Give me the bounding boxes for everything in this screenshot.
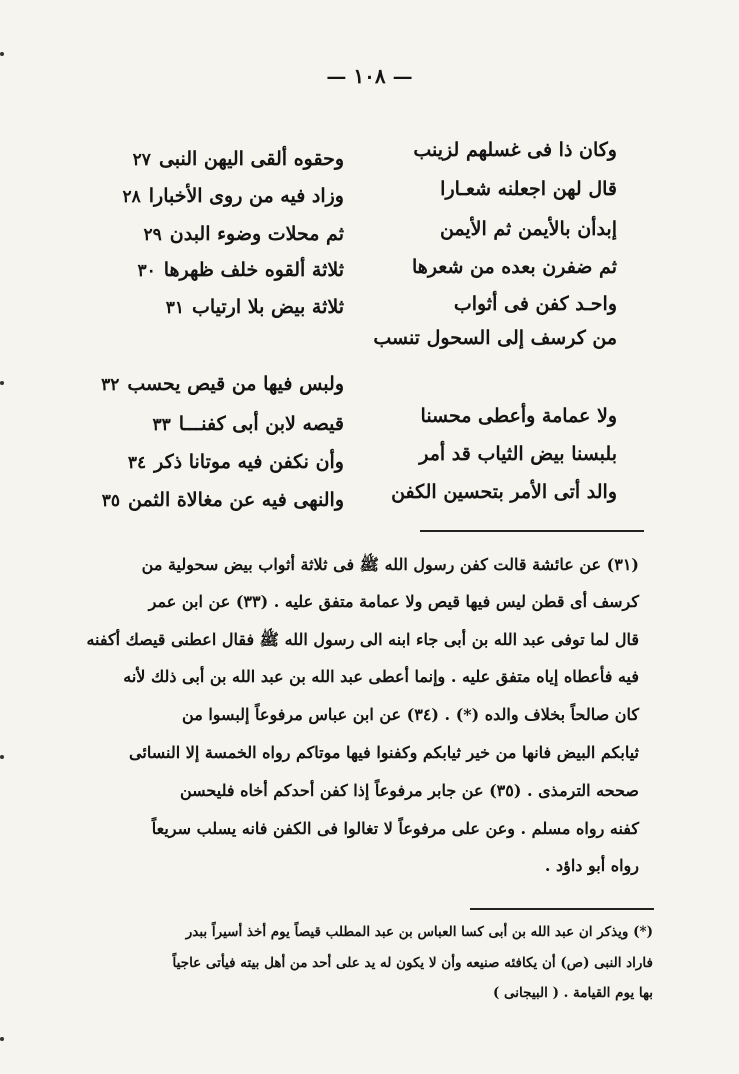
verse-left-text: ثلاثة بيض بلا ارتياب — [191, 296, 344, 318]
verse-left-7 — [153, 413, 344, 435]
verse-left-text: ثم محلات وضوء البدن — [169, 223, 344, 245]
verse-number: ٢٩ — [143, 225, 162, 245]
verse-left-2 — [122, 185, 344, 207]
footnote-line-2: فاراد النبى (ص) أن يكافئه صنيعه وأن لا يكون له يد على أحد من أهل بيته فيأتى عاجياً — [172, 955, 653, 971]
footnote-divider — [470, 908, 654, 910]
verse-left-text: وأن نكفن فيه موتانا ذكر — [154, 451, 344, 473]
verse-right-3: إبدأن بالأيمن ثم الأيمن — [439, 218, 617, 240]
scan-speck — [0, 1037, 4, 1041]
verse-left-text: والنهى فيه عن مغالاة الثمن — [127, 489, 344, 511]
verse-right-1: وكان ذا فى غسلهم لزينب — [413, 139, 617, 161]
commentary-line-8: كفنه رواه مسلم . وعن على مرفوعاً لا تغالوا فى الكفن فانه يسلب سريعاً — [151, 819, 639, 838]
verse-left-4 — [137, 259, 344, 281]
verse-number: ٣٥ — [101, 491, 120, 511]
verse-left-text: وحقوه ألقى اليهن النبى — [158, 148, 344, 170]
verse-right-2: قال لهن اجعلنه شعـارا — [440, 178, 617, 200]
verse-number: ٢٨ — [122, 187, 141, 207]
commentary-line-5: كان صالحاً بخلاف والده (*) . (٣٤) عن ابن عباس مرفوعاً إلبسوا من — [182, 705, 639, 724]
verse-number: ٣٢ — [101, 375, 120, 395]
verse-number: ٣٤ — [127, 453, 147, 473]
scan-speck — [0, 52, 4, 56]
footnote-line-1: (*) ويذكر ان عبد الله بن أبى كسا العباس بن عبد المطلب قيصاً يوم أخذ أسيراً ببدر — [185, 924, 653, 940]
verse-left-1 — [133, 148, 344, 170]
verse-left-3 — [144, 223, 345, 245]
verse-right-7: ولا عمامة وأعطى محسنا — [420, 405, 617, 427]
verse-left-text: قيصه لابن أبى كفنـــا — [178, 413, 344, 435]
poem-divider — [420, 530, 644, 532]
verse-left-6 — [101, 373, 344, 395]
verse-left-9 — [102, 489, 344, 511]
commentary-line-7: صححه الترمذى . (٣٥) عن جابر مرفوعاً إذا كفن أحدكم أخاه فليحسن — [179, 781, 639, 800]
commentary-line-2: كرسف أى قطن ليس فيها قيص ولا عمامة متفق عليه . (٣٣) عن ابن عمر — [148, 592, 639, 611]
footnote-line-3: بها يوم القيامة . ( البيجانى ) — [492, 985, 653, 1001]
scan-speck — [0, 381, 4, 385]
commentary-line-6: ثيابكم البيض فانها من خير ثيابكم وكفنوا فيها موتاكم رواه الخمسة إلا النسائى — [129, 743, 639, 762]
verse-number: ٢٧ — [132, 150, 151, 170]
verse-left-text: وزاد فيه من روى الأخبارا — [148, 185, 344, 207]
verse-left-8 — [128, 451, 344, 473]
verse-left-5 — [166, 296, 344, 318]
verse-number: ٣١ — [165, 298, 184, 318]
verse-number: ٣٣ — [152, 415, 171, 435]
verse-left-text: ولبس فيها من قيص يحسب — [127, 373, 344, 395]
verse-right-5: واحـد كفن فى أثواب — [453, 293, 617, 315]
commentary-line-9: رواه أبو داؤد . — [544, 856, 639, 875]
verse-right-6: من كرسف إلى السحول تنسب — [373, 327, 617, 349]
verse-right-9: والد أتى الأمر بتحسين الكفن — [391, 481, 617, 503]
scan-speck — [0, 755, 4, 759]
commentary-line-1: (٣١) عن عائشة قالت كفن رسول الله ﷺ فى ثلاثة أثواب بيض سحولية من — [141, 555, 639, 574]
verse-number: ٣٠ — [137, 261, 156, 281]
verse-right-4: ثم ضفرن بعده من شعرها — [412, 256, 617, 278]
page-number: — ١٠٨ — — [326, 64, 413, 88]
verse-right-8: بلبسنا بيض الثياب قد أمر — [419, 443, 617, 465]
verse-left-text: ثلاثة ألقوه خلف ظهرها — [163, 259, 344, 281]
commentary-line-3: قال لما توفى عبد الله بن أبى جاء ابنه الى رسول الله ﷺ فقال اعطنى قيصك أكفنه — [86, 630, 639, 649]
commentary-line-4: فيه فأعطاه إياه متفق عليه . وإنما أعطى عبد الله بن عبد الله بن أبى ذلك لأنه — [123, 667, 639, 686]
